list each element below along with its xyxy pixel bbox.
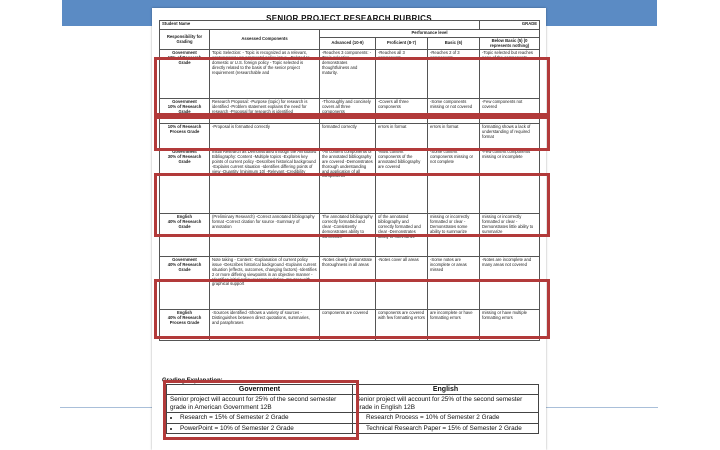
row-basic: -Some components missing or not covered [428, 99, 480, 124]
row-advanced: components are covered [320, 310, 376, 341]
col-basic: Basic (6) [428, 37, 480, 50]
student-name-label: Student Name [160, 21, 480, 30]
row-resp-sub: 40% of Research Grade [167, 262, 202, 272]
row-below: -Topic selected but reaches none of the components [480, 50, 540, 99]
document-title: SENIOR PROJECT RESEARCH RUBRICS [266, 14, 432, 23]
government-intro: Senior project will account for 25% of the second semester grade in American Government 12B [167, 395, 353, 413]
highlight-box-topic [154, 57, 550, 116]
english-bullet: • Research Process = 10% of Semester 2 Grade [366, 414, 535, 421]
english-bullet: • Technical Research Paper = 15% of Semester 2 Grade [366, 425, 535, 432]
grade-label: GRADE [480, 21, 540, 30]
government-bullet: • Research = 15% of Semester 2 Grade [180, 414, 349, 421]
col-performance: Performance level [320, 30, 540, 38]
col-assessed: Assessed Components [210, 30, 320, 50]
col-responsibility: Responsibility for Grading [160, 30, 210, 50]
row-resp-sub: 10% of Research Process Grade [167, 124, 202, 135]
row-below: missing or have multiple formatting errors [480, 310, 540, 341]
row-component: -Sources identified -Shows a variety of sources -Distinguishes between direct quotations, summaries, and paraphrases [210, 310, 320, 341]
row-below: -Few content components missing or incomplete [480, 149, 540, 214]
row-proficient: -Most content components of the annotated bibliography are covered [376, 149, 428, 214]
row-resp-sub: 10% of Research Grade [167, 104, 202, 114]
row-advanced: -Notes clearly demonstrate thoroughness in all areas [320, 257, 376, 310]
row-proficient: -Notes cover all areas [376, 257, 428, 310]
english-intro: Senior project will account for 25% of the second semester grade in English 12B [353, 395, 539, 413]
row-below: -Notes are incomplete and many areas not covered [480, 257, 540, 310]
row-component: Topic Selection: - Topic is recognized as a relevant, contemporary governmental policy issue - Related to domestic or U.S. foreign policy - Topic selected is directly related to the basis of the senior project requirement (researchable and [210, 50, 320, 99]
row-below: missing or incorrectly formatted or clear -Demonstrates little ability to summarize [480, 214, 540, 257]
row-proficient: -Covers all three components [376, 99, 428, 124]
row-basic: errors in format [428, 124, 480, 149]
row-proficient: errors in format [376, 124, 428, 149]
row-basic: -Some content components missing or not complete [428, 149, 480, 214]
highlight-box-government-grading [163, 380, 359, 440]
row-resp-sub: 10% of Research Grade [167, 55, 202, 65]
row-resp: Government [172, 99, 197, 105]
row-resp: Government [172, 149, 197, 155]
government-heading: Government [167, 385, 353, 395]
row-component: Research Proposal: -Purpose (topic) for research is identified -Problem statement explains the need for research -Proposal for research is identified [210, 99, 320, 124]
row-advanced: -Reaches 3 components: -Topic selection demonstrates thoughtfulness and maturity. [320, 50, 376, 99]
highlight-box-notetaking [154, 279, 550, 339]
row-resp: English [176, 214, 193, 220]
row-resp: English [176, 310, 193, 316]
row-component: -Proposal is formatted correctly [210, 124, 320, 149]
row-resp-sub: 40% of Research Process Grade [167, 315, 202, 325]
row-resp-sub: 30% of Research Grade [167, 154, 202, 164]
grading-explanation-heading: Grading Explanation: [162, 378, 223, 384]
row-component: Note taking - Content: -Explanation of current policy issue -Describes historical background -Explains current situation (effects, outcomes, changing factors) -Identifies 2 or more differing viewpoints in an objective manner -Identifies initial policy recommendation -Sources with graphical support [210, 257, 320, 310]
government-bullet: • PowerPoint = 10% of Semester 2 Grade [180, 425, 349, 432]
row-proficient: of the annotated bibliography and correctly formatted and clear -Demonstrates ability to summarize [376, 214, 428, 257]
row-basic: are incomplete or have formatting errors [428, 310, 480, 341]
row-advanced: The annotated bibliography correctly formatted and clear -Consistently demonstrates ability to summarize [320, 214, 376, 257]
row-advanced: -Thoroughly and concisely covers all three components [320, 99, 376, 124]
highlight-box-annotated [154, 173, 550, 237]
row-component: Initial Research as Demonstrated through the Annotated Bibliography: Content -Multiple topics -Explores key points of current policy -Describes historical background -Explains current situation -Identifies differing points of view -Quantity (minimum 10) -Relevant -Credibility [210, 149, 320, 214]
highlight-box-proposal [154, 116, 550, 151]
row-resp: Government [172, 257, 197, 263]
col-below: Below Basic (5) (0 represents nothing) [480, 37, 540, 50]
row-below: -Few components not covered [480, 99, 540, 124]
table-header-row [160, 30, 540, 38]
row-proficient: components are covered with few formatting errors [376, 310, 428, 341]
student-name-row [160, 21, 540, 30]
row-resp-sub: 40% of Research Grade [167, 219, 202, 229]
row-advanced: -All content components of the annotated bibliography are covered -Demonstrates thorough understanding and application of all components [320, 149, 376, 214]
row-advanced: formatted correctly [320, 124, 376, 149]
row-basic: -Reaches 2 of 3 components [428, 50, 480, 99]
row-component: (Preliminary Research) -Correct annotated bibliography format -Correct citation for source -Summary of annotation [210, 214, 320, 257]
row-below: formatting shows a lack of understanding of required format [480, 124, 540, 149]
row-resp: Government [172, 50, 197, 56]
row-basic: missing or incorrectly formatted or clear -Demonstrates some ability to summarize [428, 214, 480, 257]
english-heading: English [353, 385, 539, 395]
col-advanced: Advanced (10-9) [320, 37, 376, 50]
row-basic: -Some notes are incomplete or areas missed [428, 257, 480, 310]
col-proficient: Proficient (8-7) [376, 37, 428, 50]
row-proficient: -Reaches all 3 components [376, 50, 428, 99]
